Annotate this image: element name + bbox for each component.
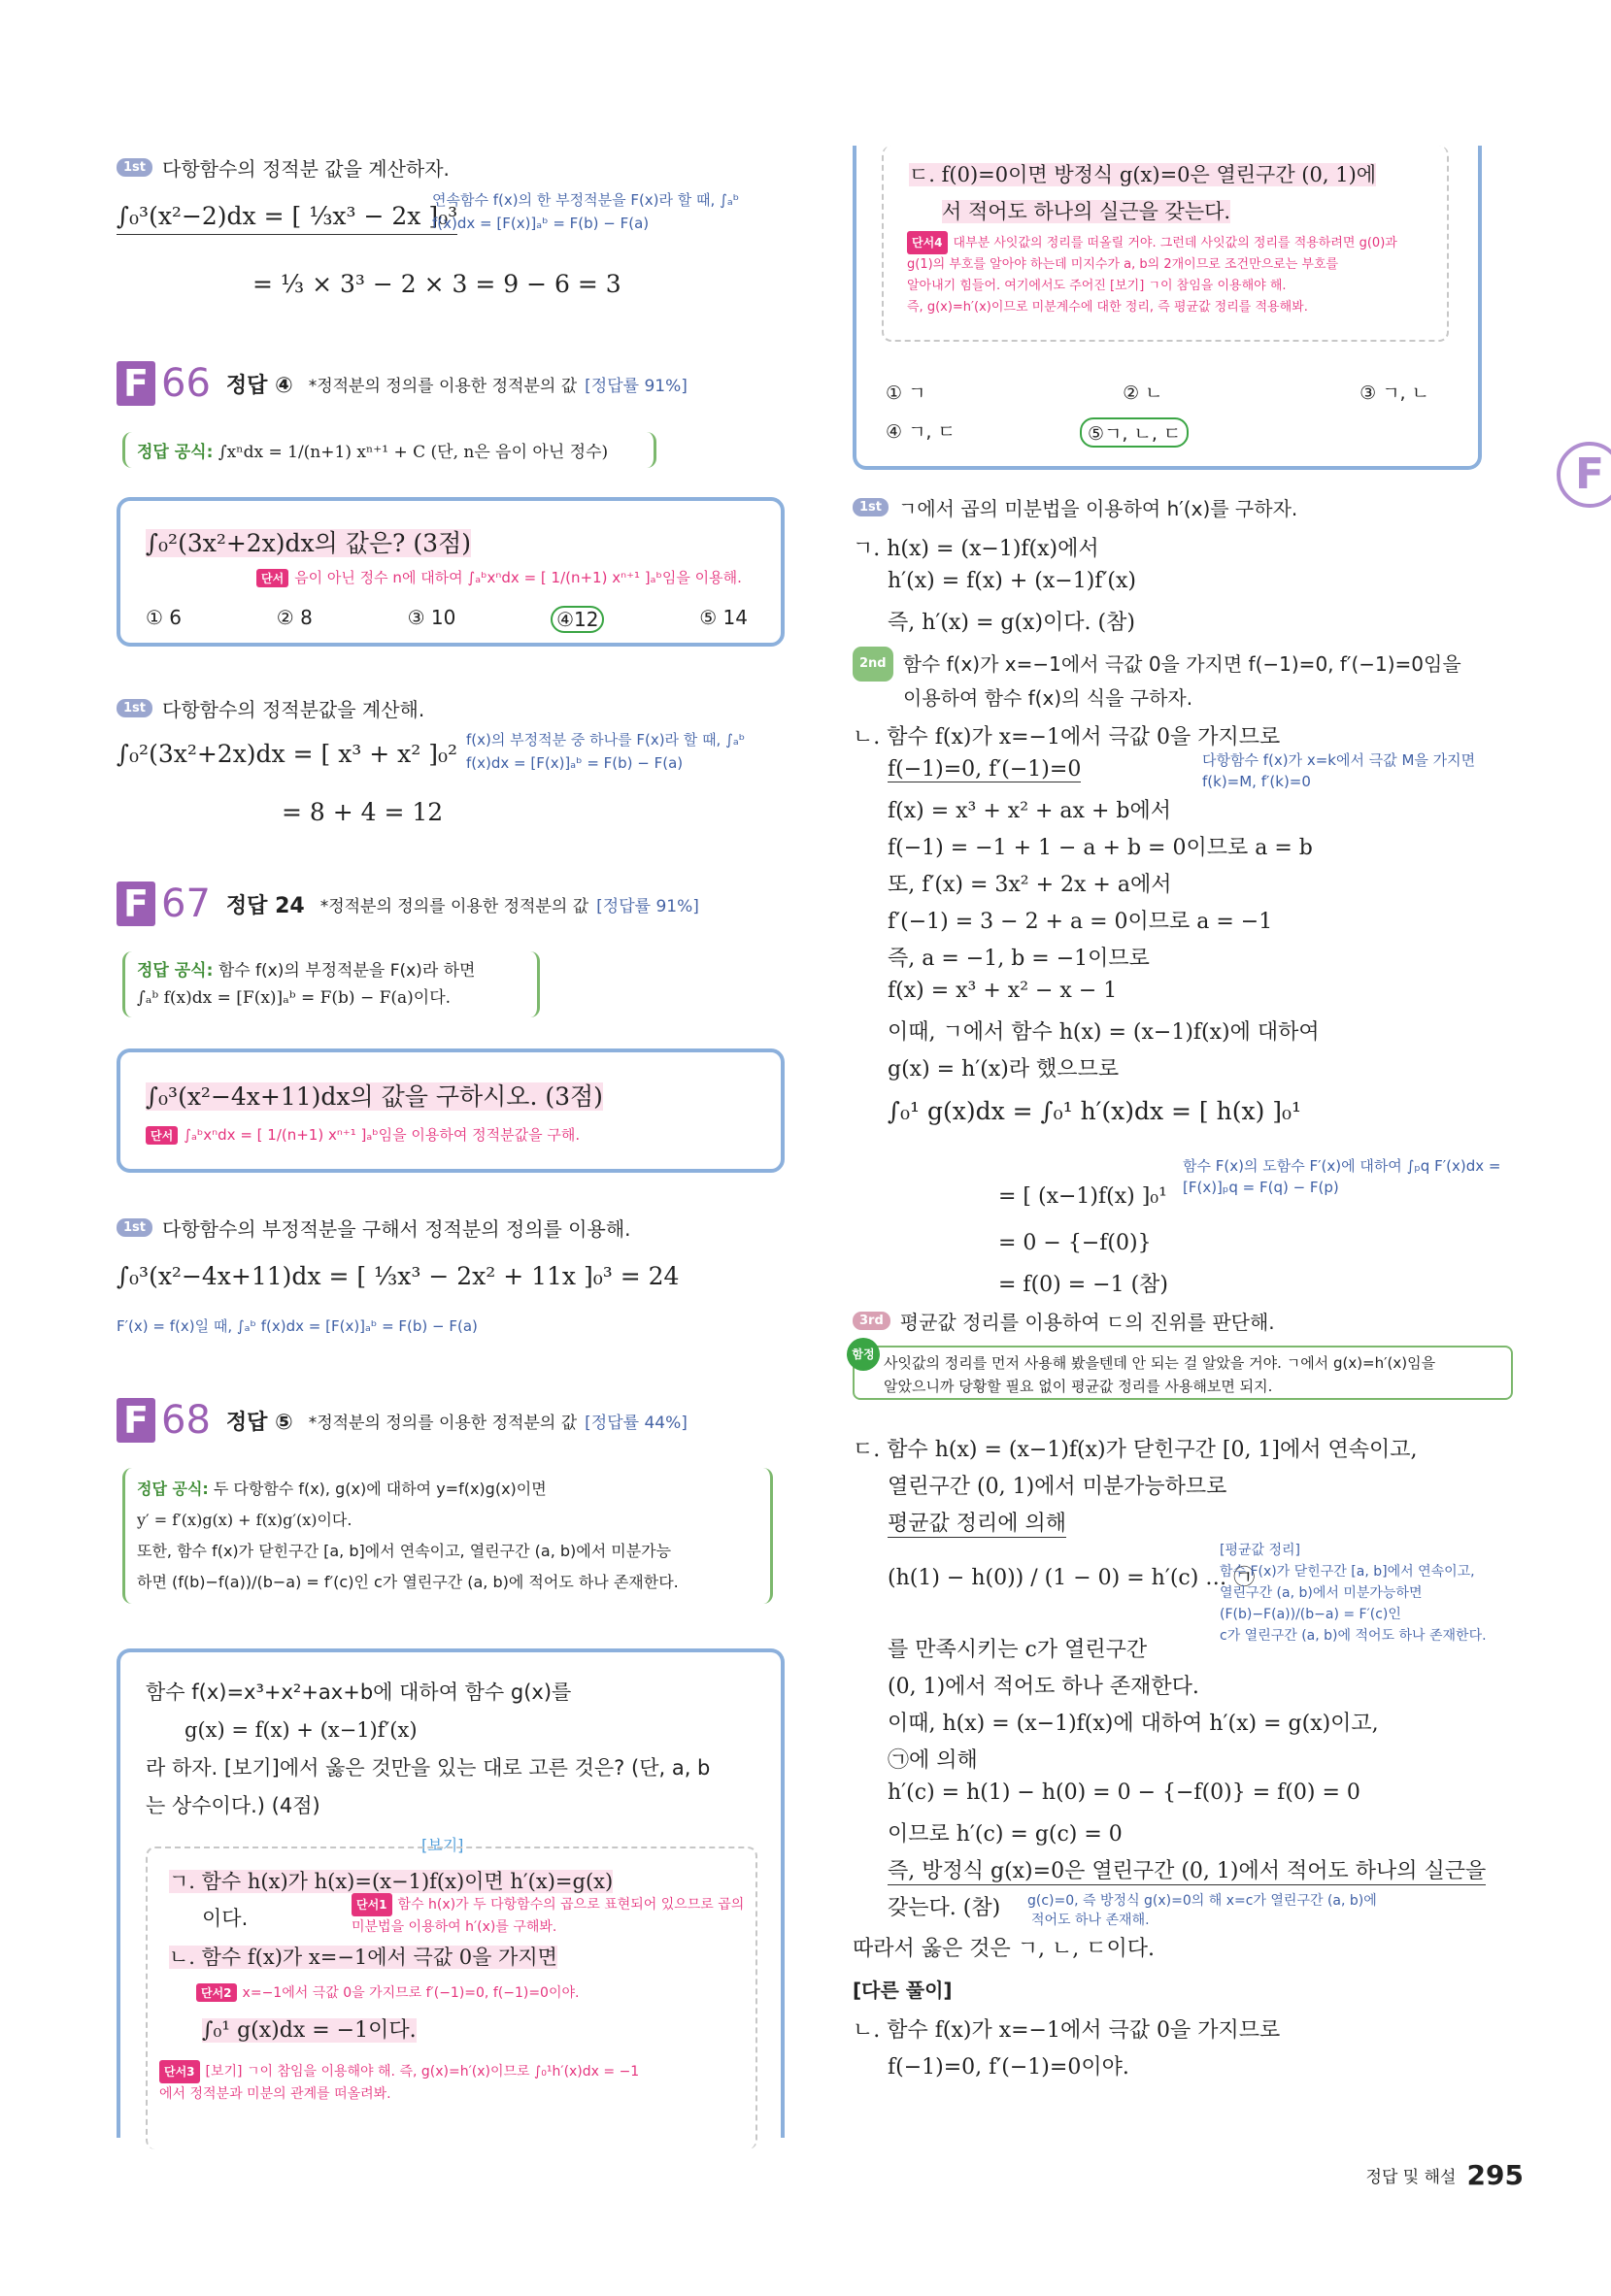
hint-line1: 대부분 사잇값의 정리를 떠올릴 거야. 그런데 사잇값의 정리를 적용하려면 g(0)과 [953,236,1397,250]
note-text: f(x)의 부정적분 중 하나를 F(x)라 할 때, ∫ₐᵇ f(x)dx = [F(x)]ₐᵇ = F(b) − F(a) [466,731,746,772]
p65-note [432,188,782,235]
step-text: ㄱ에서 곱의 미분법을 이용하여 h′(x)를 구하자. [898,497,1298,520]
s3-line1: ㄷ. 함수 h(x) = (x−1)f(x)가 닫힌구간 [0, 1]에서 연속이고, [853,1438,1418,1462]
p65-math1: ∫₀³(x²−2)dx = [ ⅓x³ − 2x ]₀³ [117,202,457,235]
s2-line7: 즉, a = −1, b = −1이므로 [888,947,1150,971]
s3-line5: 를 만족시키는 c가 열린구간 [888,1638,1148,1662]
s2-line13: = 0 − {−f(0)} [998,1231,1152,1255]
s2-line14: = f(0) = −1 (참) [998,1273,1168,1297]
hint-line2: g(1)의 부호를 알아야 하는데 미지수가 a, b의 2개이므로 조건만으로는 부호를 [907,257,1339,272]
s3-line12: 갖는다. (참) [888,1896,1001,1920]
hint-line4: 즉, g(x)=h′(x)이므로 미분계수에 대한 정리, 즉 평균값 정리를 적용해봐. [907,300,1308,315]
note-line2: 열린구간 (a, b)에서 미분가능하면 [1220,1585,1423,1601]
hint-tag: 단서3 [159,2060,200,2083]
footer-label: 정답 및 해설 [1365,2168,1457,2187]
s2-note2: 함수 F(x)의 도함수 F′(x)에 대하여 ∫ₚq F′(x)dx = [F(x)]ₚq = F(q) − F(p) [1183,1157,1501,1196]
q66-note [466,728,777,775]
s3-line8: ㉠에 의해 [888,1748,978,1773]
formula-line4: 하면 (f(b)−f(a))/(b−a) = f′(c)인 c가 열린구간 (a, b)에 적어도 하나 존재한다. [137,1573,679,1591]
s2-line8: f(x) = x³ + x² − x − 1 [888,979,1118,1003]
question-text: ∫₀³(x²−4x+11)dx의 값을 구하시오. (3점) [146,1082,603,1111]
choice-4[interactable]: ④ ㄱ, ㄷ [886,421,956,443]
question-line2: g(x) = f(x) + (x−1)f′(x) [185,1718,418,1742]
s1-line1: ㄱ. h(x) = (x−1)f(x)에서 [853,537,1099,561]
s3-line13: 따라서 옳은 것은 ㄱ, ㄴ, ㄷ이다. [853,1937,1155,1961]
hint-line3: 알아내기 힘들어. 여기에서도 주어진 [보기] ㄱ이 참임을 이용해야 해. [907,279,1287,293]
s3-line9: h′(c) = h(1) − h(0) = 0 − {−f(0)} = f(0) = 0 [888,1780,1360,1805]
step-badge: 1st [117,1218,152,1237]
q66-formula [122,432,656,468]
q66-header [117,361,688,406]
formula-line1: 함수 f(x)의 부정적분을 F(x)라 하면 [218,961,476,981]
q67-header [117,882,699,926]
choice-1[interactable]: ① ㄱ [886,383,926,404]
bogi-box [146,1847,757,2149]
tip-tag: 함정 [847,1338,880,1371]
page-footer [1366,2159,1524,2191]
left-column [117,146,787,2116]
bogi-box-continued [882,146,1449,342]
step2 [853,647,1532,714]
answer-label: 정답 ⑤ [225,1410,293,1435]
step-text: 다항함수의 정적분 값을 계산하자. [162,157,450,181]
problem-number: 68 [161,1398,211,1443]
s3-line10: 이므로 h′(c) = g(c) = 0 [888,1822,1123,1847]
q67-note: F′(x) = f(x)일 때, ∫ₐᵇ f(x)dx = [F(x)]ₐᵇ = F(b) − F(a) [117,1317,478,1335]
s2-line12: = [ (x−1)f(x) ]₀¹ [998,1184,1167,1209]
step-badge: 1st [117,699,152,717]
alt-line2: f(−1)=0, f′(−1)=0이야. [888,2055,1129,2080]
hint-tag: 단서2 [196,1983,237,2002]
section-f-badge: F [117,361,155,406]
p65-step1 [117,153,450,182]
q66-math2: = 8 + 4 = 12 [282,798,444,826]
question-line4: 는 상수이다.) (4점) [146,1794,320,1817]
bogi-item-1b: 이다. [202,1907,249,1930]
tip-box [853,1346,1513,1400]
tip-line1: 사잇값의 정리를 먼저 사용해 봤을텐데 안 되는 걸 알았을 거야. ㄱ에서 g(x)=h′(x)임을 [884,1354,1436,1372]
step-text: 다항함수의 부정적분을 구해서 정적분의 정의를 이용해. [162,1217,631,1241]
choice-2[interactable]: ② ㄴ [1123,383,1163,404]
formula-label: 정답 공식: [137,443,214,462]
topic-label: *정적분의 정의를 이용한 정적분의 값 [308,376,578,396]
topic-label: *정적분의 정의를 이용한 정적분의 값 [319,896,589,916]
step-text-2: 이용하여 함수 f(x)의 식을 구하자. [903,685,1193,710]
answer-label: 정답 24 [225,893,305,918]
q67-step1 [117,1214,631,1242]
bogi-title: [보기] [421,1836,464,1854]
formula-line2: y′ = f′(x)g(x) + f(x)g′(x)이다. [137,1511,352,1529]
topic-label: *정적분의 정의를 이용한 정적분의 값 [308,1413,578,1433]
choice-3[interactable]: ③ 10 [407,606,456,629]
s3-line2: 열린구간 (0, 1)에서 미분가능하므로 [888,1475,1227,1499]
step-text: 평균값 정리를 이용하여 ㄷ의 진위를 판단해. [899,1311,1275,1334]
s2-line11: ∫₀¹ g(x)dx = ∫₀¹ h′(x)dx = [ h(x) ]₀¹ [888,1097,1302,1125]
hint4 [907,231,1431,318]
s1-line2: h′(x) = f(x) + (x−1)f′(x) [888,569,1137,593]
q66-math1: ∫₀²(3x²+2x)dx = [ x³ + x² ]₀² [117,740,458,768]
hint-text: [보기] ㄱ이 참임을 이용해야 해. 즉, g(x)=h′(x)이므로 ∫₀¹h′(x)dx = −1 [205,2064,640,2080]
formula-label: 정답 공식: [137,961,214,981]
s2-line6: f′(−1) = 3 − 2 + a = 0이므로 a = −1 [888,910,1273,934]
hint [146,1124,580,1145]
formula-line3: 또한, 함수 f(x)가 닫힌구간 [a, b]에서 연속이고, 열린구간 (a, b)에서 미분가능 [137,1542,672,1560]
formula-text: ∫xⁿdx = 1/(n+1) xⁿ⁺¹ + C (단, n은 음이 아닌 정수) [218,443,609,462]
step-badge: 2nd [853,647,893,682]
alt-line1: ㄴ. 함수 f(x)가 x=−1에서 극값 0을 가지므로 [853,2018,1281,2043]
hint-tag: 단서 [256,569,288,587]
bogi-item-2b: ∫₀¹ g(x)dx = −1이다. [202,2018,417,2043]
choices-row2 [886,417,1274,448]
problem-number: 67 [161,882,211,926]
s2-line9: 이때, ㄱ에서 함수 h(x) = (x−1)f(x)에 대하여 [888,1020,1320,1045]
hint1 [352,1893,750,1938]
step-badge: 1st [117,158,152,177]
accuracy-rate: [정답률 44%] [585,1413,688,1433]
step-text: 다항함수의 정적분값을 계산해. [162,698,425,721]
s3-line6: (0, 1)에서 적어도 하나 존재한다. [888,1675,1199,1699]
choice-1[interactable]: ① 6 [146,606,183,629]
s3-line11: 즉, 방정식 g(x)=0은 열린구간 (0, 1)에서 적어도 하나의 실근을 [888,1854,1486,1885]
accuracy-rate: [정답률 91%] [585,376,688,396]
choices [146,606,748,633]
note-line4: c가 열린구간 (a, b)에 적어도 하나 존재한다. [1220,1628,1487,1644]
step-text: 함수 f(x)가 x=−1에서 극값 0을 가지면 f(−1)=0, f′(−1)=0임을 [902,652,1461,676]
formula-label: 정답 공식: [137,1480,209,1498]
hint3 [159,2060,742,2105]
hint-text: ∫ₐᵇxⁿdx = [ 1/(n+1) xⁿ⁺¹ ]ₐᵇ임을 이용하여 정적분값을 구해. [184,1126,581,1144]
s3-line4: (h(1) − h(0)) / (1 − 0) = h′(c) … ㉠ [888,1566,1256,1590]
alt-title: [다른 풀이] [853,1979,953,2002]
choice-2[interactable]: ② 8 [276,606,313,629]
section-f-badge: F [117,1398,155,1443]
bogi-item-2: ㄴ. 함수 f(x)가 x=−1에서 극값 0을 가지면 [169,1946,557,1969]
choice-5-selected[interactable]: ⑤ㄱ, ㄴ, ㄷ [1080,417,1189,448]
q68-formula [122,1468,773,1604]
accuracy-rate: [정답률 91%] [596,896,699,916]
note-line3: (F(b)−F(a))/(b−a) = F′(c)인 [1220,1607,1401,1622]
formula-line1: 두 다항함수 f(x), g(x)에 대하여 y=f(x)g(x)이면 [213,1480,547,1498]
hint-text: 음이 아닌 정수 n에 대하여 ∫ₐᵇxⁿdx = [ 1/(n+1) xⁿ⁺¹ ]ₐᵇ임을 이용해. [294,569,742,586]
hint-text: 함수 h(x)가 두 다항함수의 곱으로 표현되어 있으므로 곱의 미분법을 이용하여 h′(x)를 구해봐. [352,1897,745,1935]
choice-3[interactable]: ③ ㄱ, ㄴ [1359,383,1429,404]
choice-5[interactable]: ⑤ 14 [699,606,748,629]
q67-math1: ∫₀³(x²−4x+11)dx = [ ⅓x³ − 2x² + 11x ]₀³ = 24 [117,1262,680,1290]
problem-number: 66 [161,361,211,406]
q68-header [117,1398,688,1443]
hint-tag: 단서1 [352,1893,392,1916]
note-line2: 적어도 하나 존재해. [1031,1913,1150,1928]
hint [256,567,742,587]
s3-note [1220,1540,1521,1647]
hint-text-2: 에서 정적분과 미분의 관계를 떠올려봐. [159,2086,391,2102]
question-line1: 함수 f(x)=x³+x²+ax+b에 대하여 함수 g(x)를 [146,1680,572,1704]
s3-note2 [1027,1891,1513,1930]
q68-question-box [117,1648,785,2138]
hint2 [196,1982,579,2002]
step3 [853,1307,1275,1335]
question-body [146,1674,757,1825]
s3-line7: 이때, h(x) = (x−1)f(x)에 대하여 h′(x) = g(x)이고, [888,1712,1379,1736]
hint-tag: 단서4 [907,231,948,254]
s2-note: 다항함수 f(x)가 x=k에서 극값 M을 가지면 f(k)=M, f′(k)=0 [1202,751,1476,790]
bogi-item-3b: 서 적어도 하나의 실근을 갖는다. [942,200,1231,223]
s2-line2: f(−1)=0, f′(−1)=0 [888,757,1082,782]
right-column [852,146,1605,2116]
q67-formula [122,951,540,1017]
side-tab[interactable] [1557,442,1611,508]
s2-line5: 또, f′(x) = 3x² + 2x + a에서 [888,873,1172,897]
q66-question-box [117,497,785,647]
s2-line4: f(−1) = −1 + 1 − a + b = 0이므로 a = b [888,836,1313,860]
q66-step1 [117,694,424,722]
tip-line2: 알았으니까 당황할 필요 없이 평균값 정리를 사용해보면 되지. [884,1378,1273,1395]
s2-line1: ㄴ. 함수 f(x)가 x=−1에서 극값 0을 가지므로 [853,725,1281,749]
note-line1: 함수 F(x)가 닫힌구간 [a, b]에서 연속이고, [1220,1564,1475,1580]
p65-math2: = ⅓ × 3³ − 2 × 3 = 9 − 6 = 3 [252,270,621,298]
q67-question-box [117,1048,785,1173]
question-text: ∫₀²(3x²+2x)dx의 값은? (3점) [146,529,471,557]
hint-tag: 단서 [146,1126,178,1145]
choices-row1 [886,379,1429,405]
bogi-item-3: ㄷ. f(0)=0이면 방정식 g(x)=0은 열린구간 (0, 1)에 [909,163,1377,186]
question-line3: 라 하자. [보기]에서 옳은 것만을 있는 대로 고른 것은? (단, a, b [146,1756,711,1780]
s2-line10: g(x) = h′(x)라 했으므로 [888,1057,1120,1081]
note-title: [평균값 정리] [1220,1543,1300,1558]
step-badge: 3rd [853,1312,890,1330]
hint-text: x=−1에서 극값 0을 가지므로 f′(−1)=0, f(−1)=0이야. [242,1985,580,2001]
step1 [853,493,1297,521]
answer-label: 정답 ④ [225,373,293,398]
q68-question-box-continued [853,146,1482,470]
choice-4-selected[interactable]: ④12 [551,606,604,633]
s2-line3: f(x) = x³ + x² + ax + b에서 [888,799,1171,823]
s3-line3: 평균값 정리에 의해 [888,1507,1066,1538]
step-badge: 1st [853,498,889,516]
formula-line2: ∫ₐᵇ f(x)dx = [F(x)]ₐᵇ = F(b) − F(a)이다. [137,988,452,1008]
bogi-item-1: ㄱ. 함수 h(x)가 h(x)=(x−1)f(x)이면 h′(x)=g(x) [169,1870,614,1893]
note-text: 연속함수 f(x)의 한 부정적분을 F(x)라 할 때, ∫ₐᵇ f(x)dx = [F(x)]ₐᵇ = F(b) − F(a) [432,191,740,232]
side-tab-label: F [1574,449,1605,499]
s1-line3: 즉, h′(x) = g(x)이다. (참) [888,611,1135,635]
note-line1: g(c)=0, 즉 방정식 g(x)=0의 해 x=c가 열린구간 (a, b)에 [1027,1893,1377,1909]
page-number: 295 [1466,2159,1524,2191]
section-f-badge: F [117,882,155,926]
